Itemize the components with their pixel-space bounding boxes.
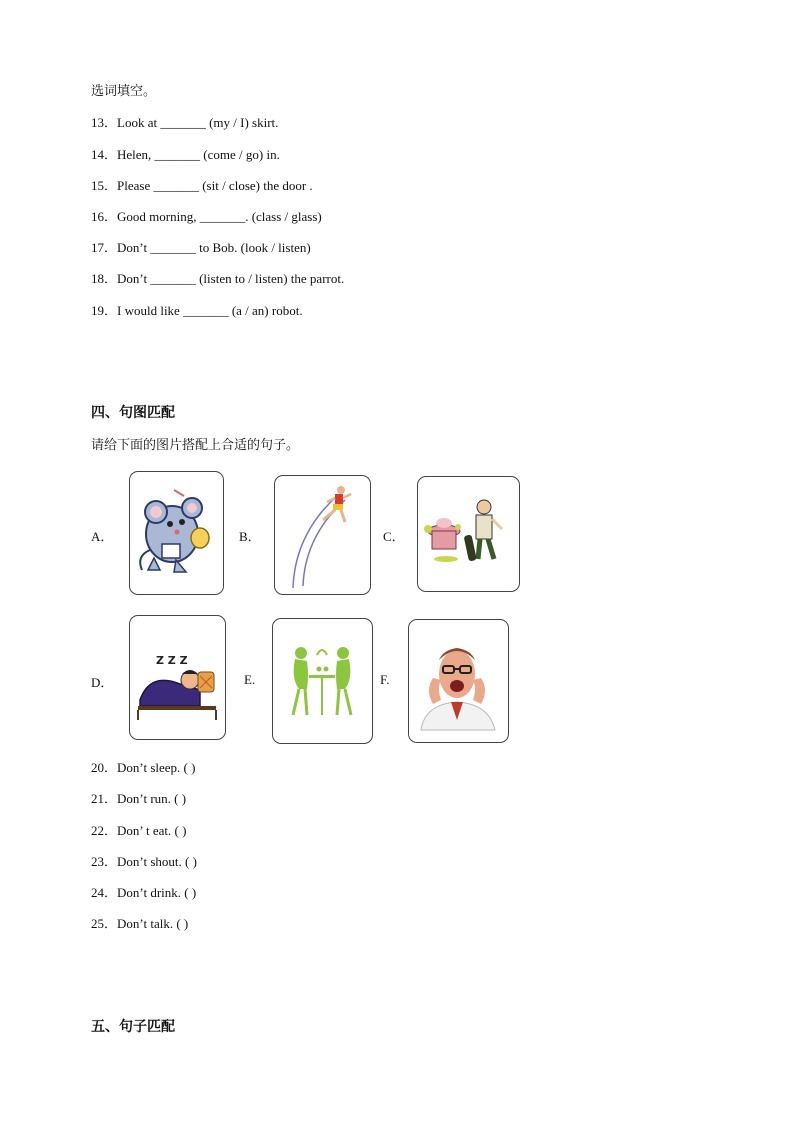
question-25: 25．Don’t talk. ( ): [91, 916, 189, 931]
question-18: 18．Don’t _______ (listen to / listen) the parrot.: [91, 271, 345, 286]
picture-a: [129, 471, 224, 595]
mouse-eating-cheese-icon: [130, 472, 223, 594]
picture-c: [417, 476, 520, 592]
section3-instruction: 选词填空。: [91, 84, 157, 99]
question-13: 13．Look at _______ (my / I) skirt.: [91, 115, 279, 130]
question-21: 21．Don’t run. ( ): [91, 791, 187, 806]
question-19: 19．I would like _______ (a / an) robot.: [91, 303, 303, 318]
picture-d: [129, 615, 226, 740]
picture-f: [408, 619, 509, 743]
section5-heading: 五、句子匹配: [91, 1019, 175, 1035]
shouting-man-icon: [409, 620, 508, 742]
question-23: 23．Don’t shout. ( ): [91, 854, 197, 869]
drunk-man-with-bottle-icon: [418, 477, 519, 591]
question-15: 15．Please _______ (sit / close) the door .: [91, 178, 313, 193]
picture-e: [272, 618, 373, 744]
question-20: 20．Don’t sleep. ( ): [91, 760, 196, 775]
section4-heading: 四、句图匹配: [91, 405, 175, 421]
question-14: 14．Helen, _______ (come / go) in.: [91, 147, 280, 162]
section4-instruction: 请给下面的图片搭配上合适的句子。: [91, 438, 300, 453]
label-d: D．: [91, 675, 114, 690]
label-f: F.: [380, 672, 390, 687]
two-people-talking-icon: [273, 619, 372, 743]
picture-b: [274, 475, 371, 595]
question-24: 24．Don’t drink. ( ): [91, 885, 197, 900]
sleeping-man-icon: [130, 616, 225, 739]
label-b: B．: [239, 529, 261, 544]
label-a: A．: [91, 529, 114, 544]
label-e: E.: [244, 672, 256, 687]
question-16: 16．Good morning, _______. (class / glass): [91, 209, 322, 224]
question-22: 22．Don’ t eat. ( ): [91, 823, 187, 838]
svg-text:Z Z Z: Z Z Z: [156, 654, 188, 667]
running-man-icon: [275, 476, 370, 594]
question-17: 17．Don’t _______ to Bob. (look / listen): [91, 240, 311, 255]
label-c: C．: [383, 529, 405, 544]
